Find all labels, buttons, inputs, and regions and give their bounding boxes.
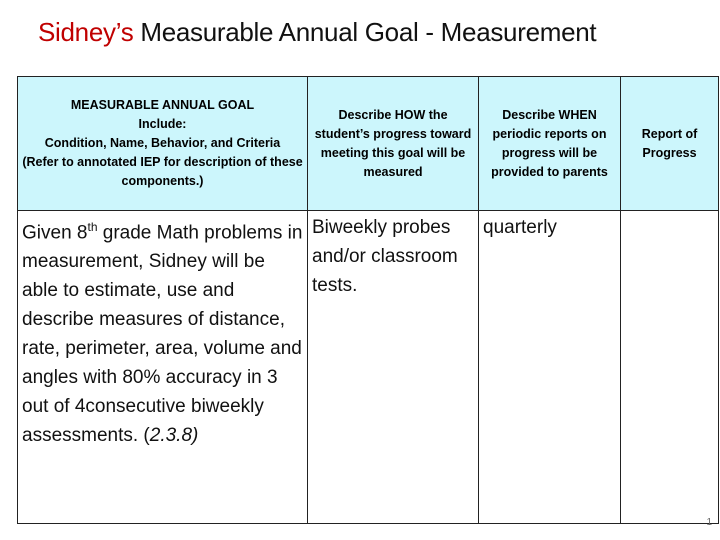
title-text: Measurable Annual Goal - Measurement: [133, 17, 597, 47]
header-line: Include:: [138, 117, 187, 131]
student-name: Sidney’s: [38, 17, 134, 47]
header-line: MEASURABLE ANNUAL GOAL: [70, 98, 255, 112]
header-row: [18, 77, 719, 211]
page-number: 1: [706, 517, 712, 528]
header-line: Condition, Name, Behavior, and Criteria: [44, 136, 281, 150]
header-line: (Refer to annotated IEP for description of these components.): [22, 155, 303, 188]
header-goal: [18, 77, 308, 211]
header-when: Describe WHEN periodic reports on progress will be provided to parents: [479, 77, 621, 211]
table-row: [18, 211, 719, 524]
goal-text: Given 8: [22, 222, 88, 244]
goal-ref: 2.3.8): [149, 425, 199, 447]
report-cell: [621, 211, 719, 524]
goal-text: grade Math problems in measurement, Sidney will be able to estimate, use and describe measures of distance, rate, perimeter, area, volume and angles with 80% accuracy in 3 out of 4consecutive biweekly assessments. (: [22, 222, 303, 447]
how-cell: Biweekly probes and/or classroom tests.: [308, 211, 479, 524]
goal-cell: [18, 211, 308, 524]
slide-title: [38, 17, 596, 48]
goal-table: [17, 76, 719, 524]
goal-sup: th: [87, 220, 98, 234]
header-how: Describe HOW the student’s progress toward meeting this goal will be measured: [308, 77, 479, 211]
header-report: Report of Progress: [621, 77, 719, 211]
when-cell: quarterly: [479, 211, 621, 524]
